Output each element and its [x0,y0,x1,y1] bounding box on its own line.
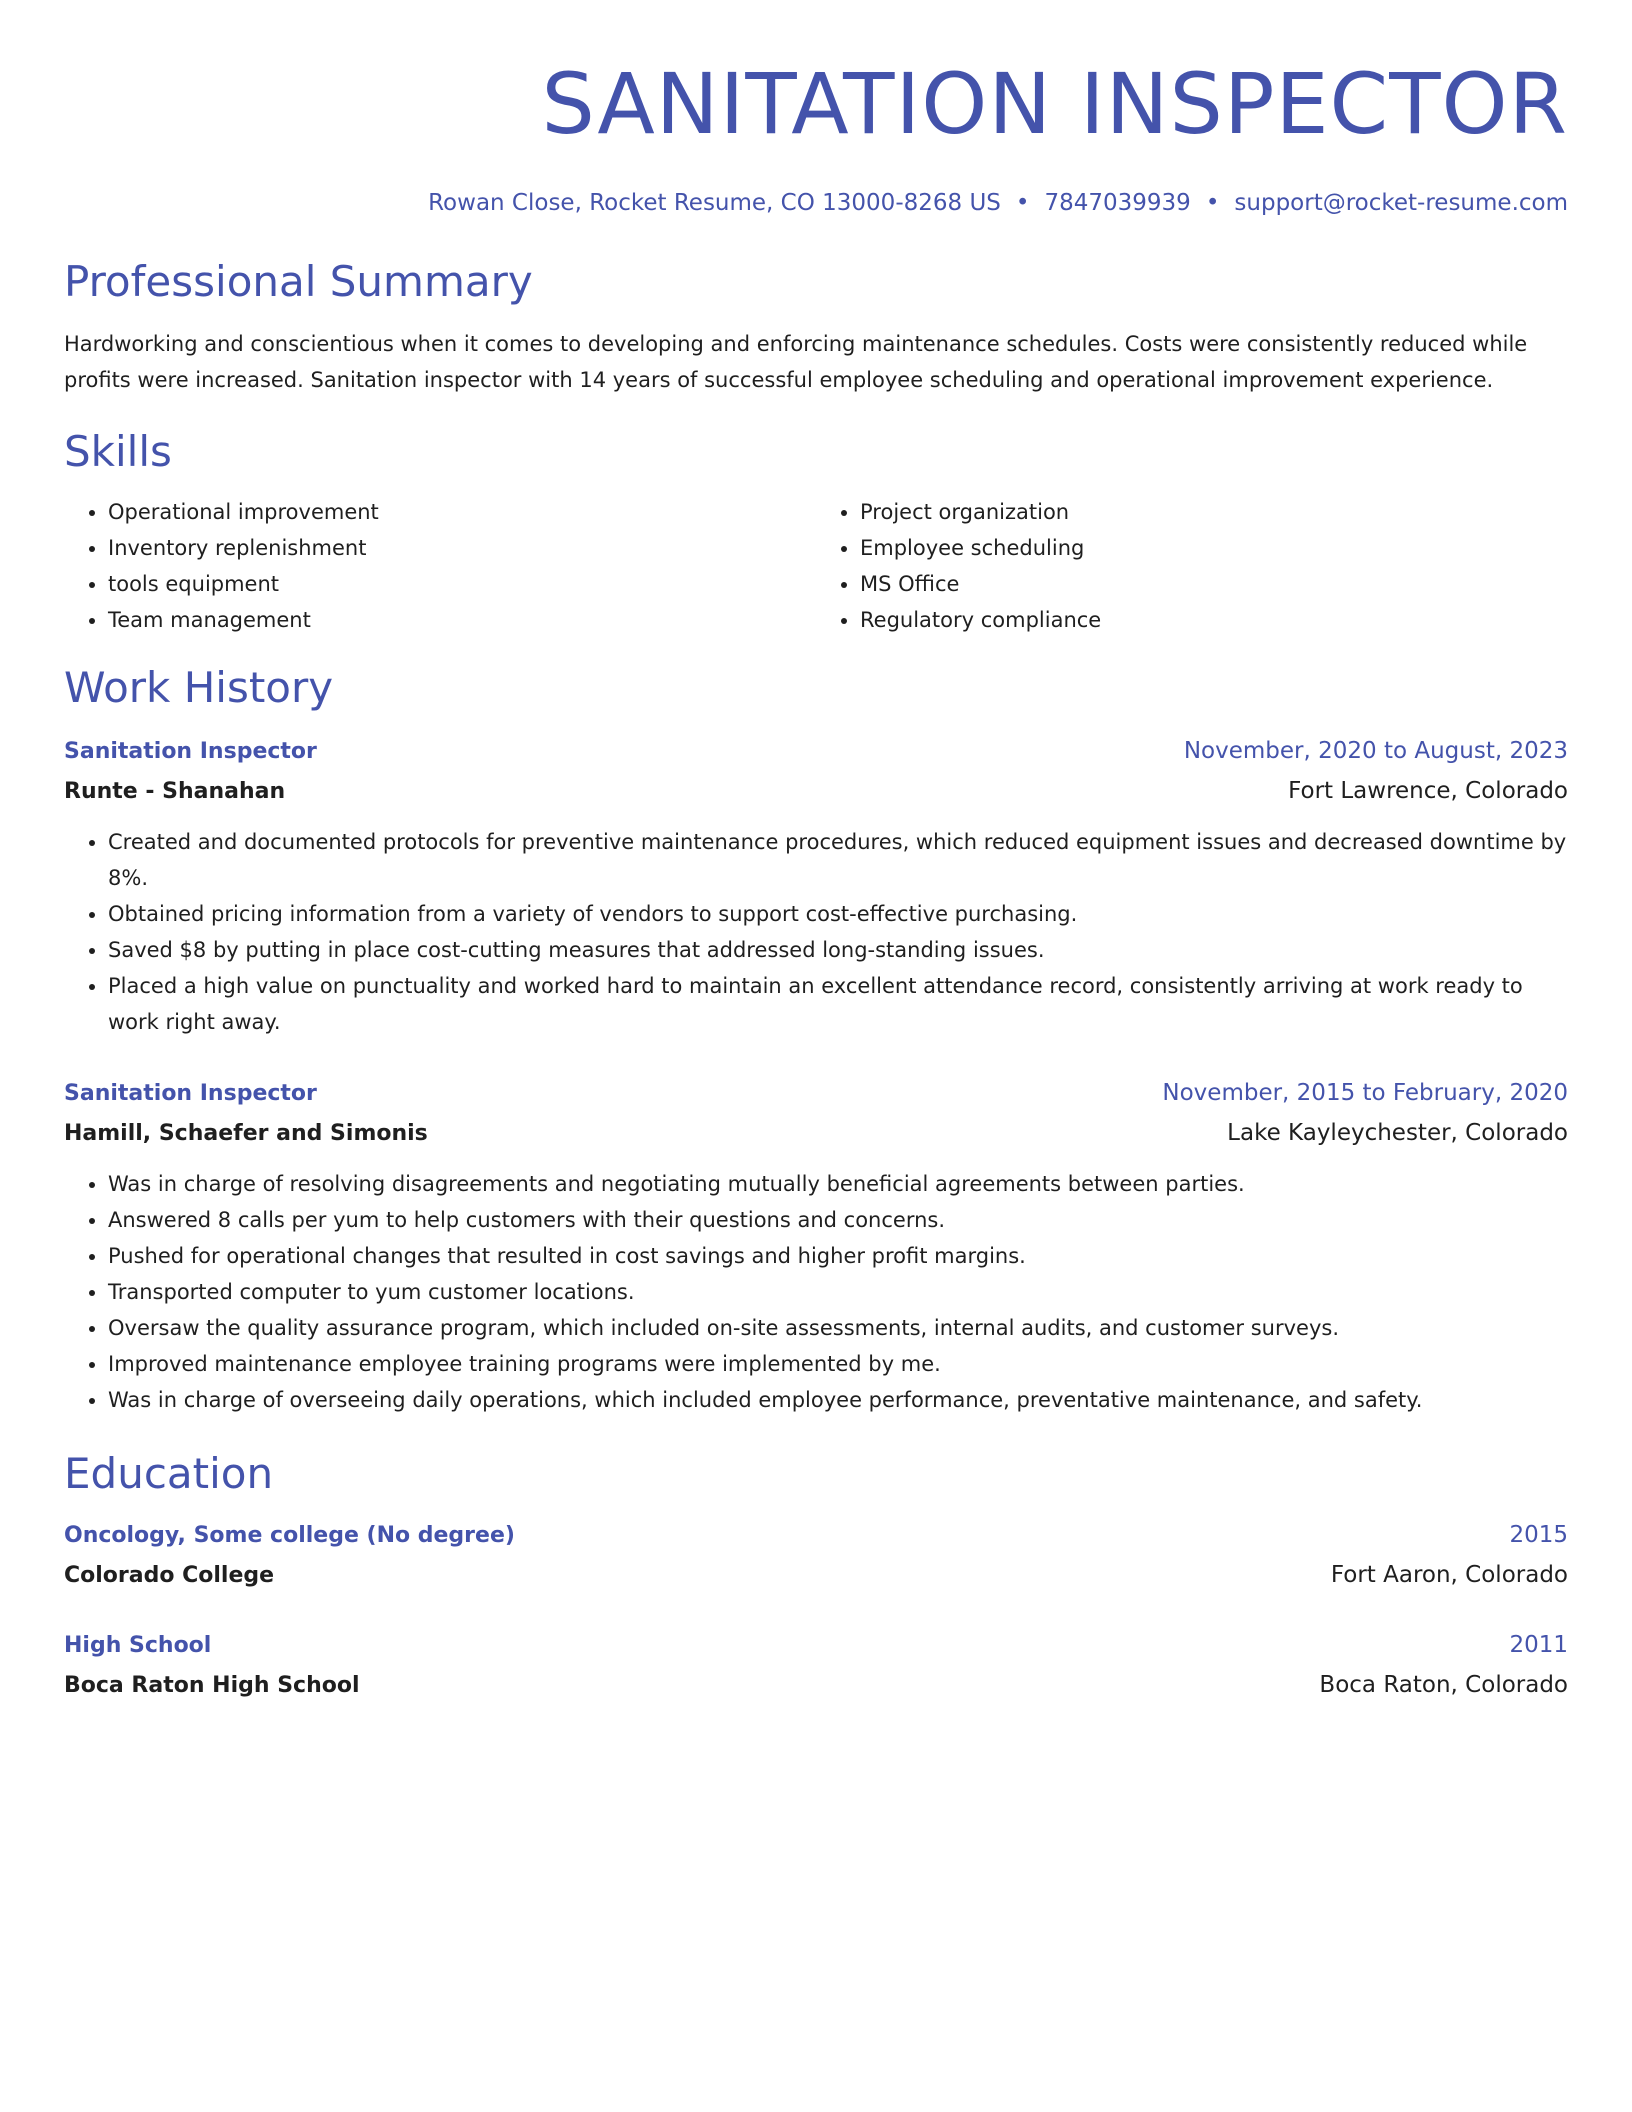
skill-item: • tools equipment [108,566,816,602]
job-bullet: • Transported computer to yum customer locations. [108,1274,1568,1310]
job-role: Sanitation Inspector [64,739,317,764]
job-bullet: • Answered 8 calls per yum to help customers with their questions and concerns. [108,1202,1568,1238]
contact-email[interactable]: support@rocket-resume.com [1234,190,1568,216]
skill-item: • Project organization [860,494,1568,530]
job-bullet: • Oversaw the quality assurance program, which included on-site assessments, internal audits, and customer surveys. [108,1310,1568,1346]
skills-list [64,494,1568,638]
contact-address: Rowan Close, Rocket Resume, CO 13000-8268 US [428,190,1001,216]
skill-item: • MS Office [860,566,1568,602]
skill-item: • Team management [108,602,816,638]
contact-separator: • [1205,190,1220,216]
education-location: Fort Aaron, Colorado [1330,1562,1568,1588]
job-bullet: • Saved $8 by putting in place cost-cutting measures that addressed long-standing issues. [108,932,1568,968]
education-header [64,1516,1568,1555]
job-bullet: • Was in charge of overseeing daily operations, which included employee performance, preventative maintenance, and safety. [108,1382,1568,1418]
contact-separator: • [1015,190,1030,216]
contact-phone[interactable]: 7847039939 [1044,190,1191,216]
work-history-heading: Work History [64,663,334,712]
education-degree: Oncology, Some college (No degree) [64,1523,515,1548]
education-year: 2011 [1509,1632,1568,1658]
education-school: Boca Raton High School [64,1673,360,1698]
education-school: Colorado College [64,1563,275,1588]
education-entry [64,1516,1568,1596]
job-entry [64,732,1568,1040]
resume-name: SANITATION INSPECTOR [541,55,1568,153]
skill-item: • Inventory replenishment [108,530,816,566]
job-bullet: • Was in charge of resolving disagreements and negotiating mutually beneficial agreements between parties. [108,1166,1568,1202]
summary-heading: Professional Summary [64,257,533,306]
skill-item: • Employee scheduling [860,530,1568,566]
job-entry [64,1074,1568,1418]
job-bullet: • Pushed for operational changes that resulted in cost savings and higher profit margins. [108,1238,1568,1274]
education-subheader [64,1665,1568,1706]
skills-column-left [64,494,816,638]
job-bullets [64,824,1568,1040]
skill-item: • Regulatory compliance [860,602,1568,638]
education-heading: Education [64,1449,274,1498]
education-subheader [64,1555,1568,1596]
education-year: 2015 [1509,1522,1568,1548]
job-dates: November, 2020 to August, 2023 [1183,738,1568,764]
job-bullet: • Improved maintenance employee training programs were implemented by me. [108,1346,1568,1382]
job-header [64,732,1568,771]
job-bullet: • Placed a high value on punctuality and worked hard to maintain an excellent attendance record, consistently arriving at work ready to work right away. [108,968,1568,1040]
education-location: Boca Raton, Colorado [1319,1672,1568,1698]
job-company: Runte - Shanahan [64,779,286,804]
job-bullet: • Obtained pricing information from a variety of vendors to support cost-effective purchasing. [108,896,1568,932]
job-company: Hamill, Schaefer and Simonis [64,1121,428,1146]
skill-item: • Operational improvement [108,494,816,530]
education-degree: High School [64,1633,212,1658]
summary-text: Hardworking and conscientious when it comes to developing and enforcing maintenance schedules. Costs were consistently reduced while profits were increased. Sanitation inspector with 14 years of successful employee scheduling and operational improvement experience. [64,332,1528,392]
job-bullets [64,1166,1568,1418]
job-header [64,1074,1568,1113]
skills-heading: Skills [64,427,172,476]
skills-column-right [816,494,1568,638]
job-role: Sanitation Inspector [64,1081,317,1106]
education-header [64,1626,1568,1665]
job-subheader [64,1113,1568,1154]
job-subheader [64,771,1568,812]
job-location: Lake Kayleychester, Colorado [1227,1120,1568,1146]
job-location: Fort Lawrence, Colorado [1288,778,1568,804]
job-dates: November, 2015 to February, 2020 [1162,1080,1568,1106]
education-entry [64,1626,1568,1706]
contact-line [64,188,1568,218]
job-bullet: • Created and documented protocols for preventive maintenance procedures, which reduced equipment issues and decreased downtime by 8%. [108,824,1568,896]
